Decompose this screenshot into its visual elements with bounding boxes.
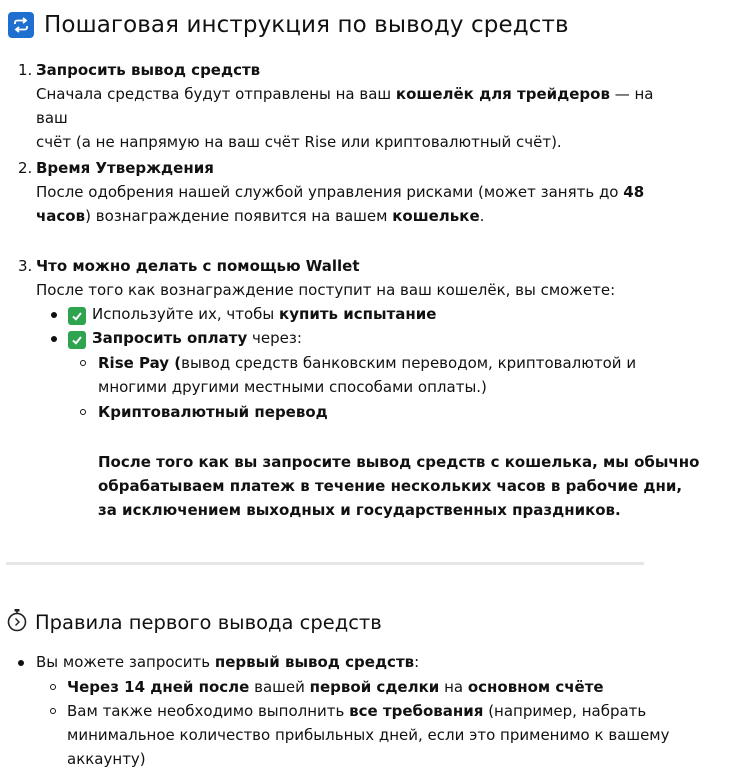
list-item: Криптовалютный перевод [98, 403, 328, 421]
bullet-dot [51, 312, 57, 318]
step-heading: Время Утверждения [36, 159, 214, 177]
section-divider [6, 562, 644, 565]
list-item: Используйте их, чтобы купить испытание [68, 302, 436, 326]
bullet-dot [18, 660, 24, 666]
repeat-icon [8, 12, 34, 38]
step-2 [18, 156, 658, 228]
section-title [6, 608, 382, 637]
step-text-line: счёт (а не напрямую на ваш счёт Rise или криптовалютный счёт). [36, 133, 562, 151]
stopwatch-icon [6, 608, 28, 637]
bullet-ring [50, 708, 56, 714]
page-title [8, 12, 569, 38]
step-heading: Что можно делать с помощью Wallet [36, 257, 360, 275]
step-text: После того как вознаграждение поступит на ваш кошелёк, вы сможете: [36, 281, 616, 299]
list-item: Запросить оплату через: [68, 326, 302, 350]
section-title-text: Правила первого вывода средств [35, 611, 382, 634]
list-item: Вам также необходимо выполнить все требования (например, набрать минимальное количество прибыльных дней, если это применимо к вашему аккаунту) [67, 702, 670, 768]
check-mark-icon [68, 307, 86, 325]
bullet-ring [80, 409, 86, 415]
list-item: Rise Pay (вывод средств банковским переводом, криптовалютой и многими другими местными способами оплаты.) [98, 354, 637, 396]
check-mark-icon [68, 331, 86, 349]
page-title-text: Пошаговая инструкция по выводу средств [44, 12, 569, 38]
step-number: 2. [18, 159, 33, 177]
processing-note: После того как вы запросите вывод средств с кошелька, мы обычно обрабатываем платеж в течение нескольких часов в рабочие дни, за исключением выходных и государственных праздников. [98, 453, 700, 519]
step-text: Сначала средства будут отправлены на ваш кошелёк для трейдеров — на ваш [36, 85, 654, 127]
step-3 [18, 254, 658, 302]
step-number: 3. [18, 257, 33, 275]
step-1 [18, 58, 658, 154]
list-item: Вы можете запросить первый вывод средств: [36, 653, 420, 671]
bullet-ring [80, 360, 86, 366]
bullet-dot [51, 336, 57, 342]
step-text-line: часов) вознаграждение появится на вашем кошельке. [36, 207, 485, 225]
step-heading: Запросить вывод средств [36, 61, 261, 79]
list-item: Через 14 дней после вашей первой сделки на основном счёте [67, 678, 604, 696]
step-number: 1. [18, 61, 33, 79]
bullet-ring [50, 684, 56, 690]
step-text: После одобрения нашей службой управления рисками (может занять до 48 [36, 183, 645, 201]
